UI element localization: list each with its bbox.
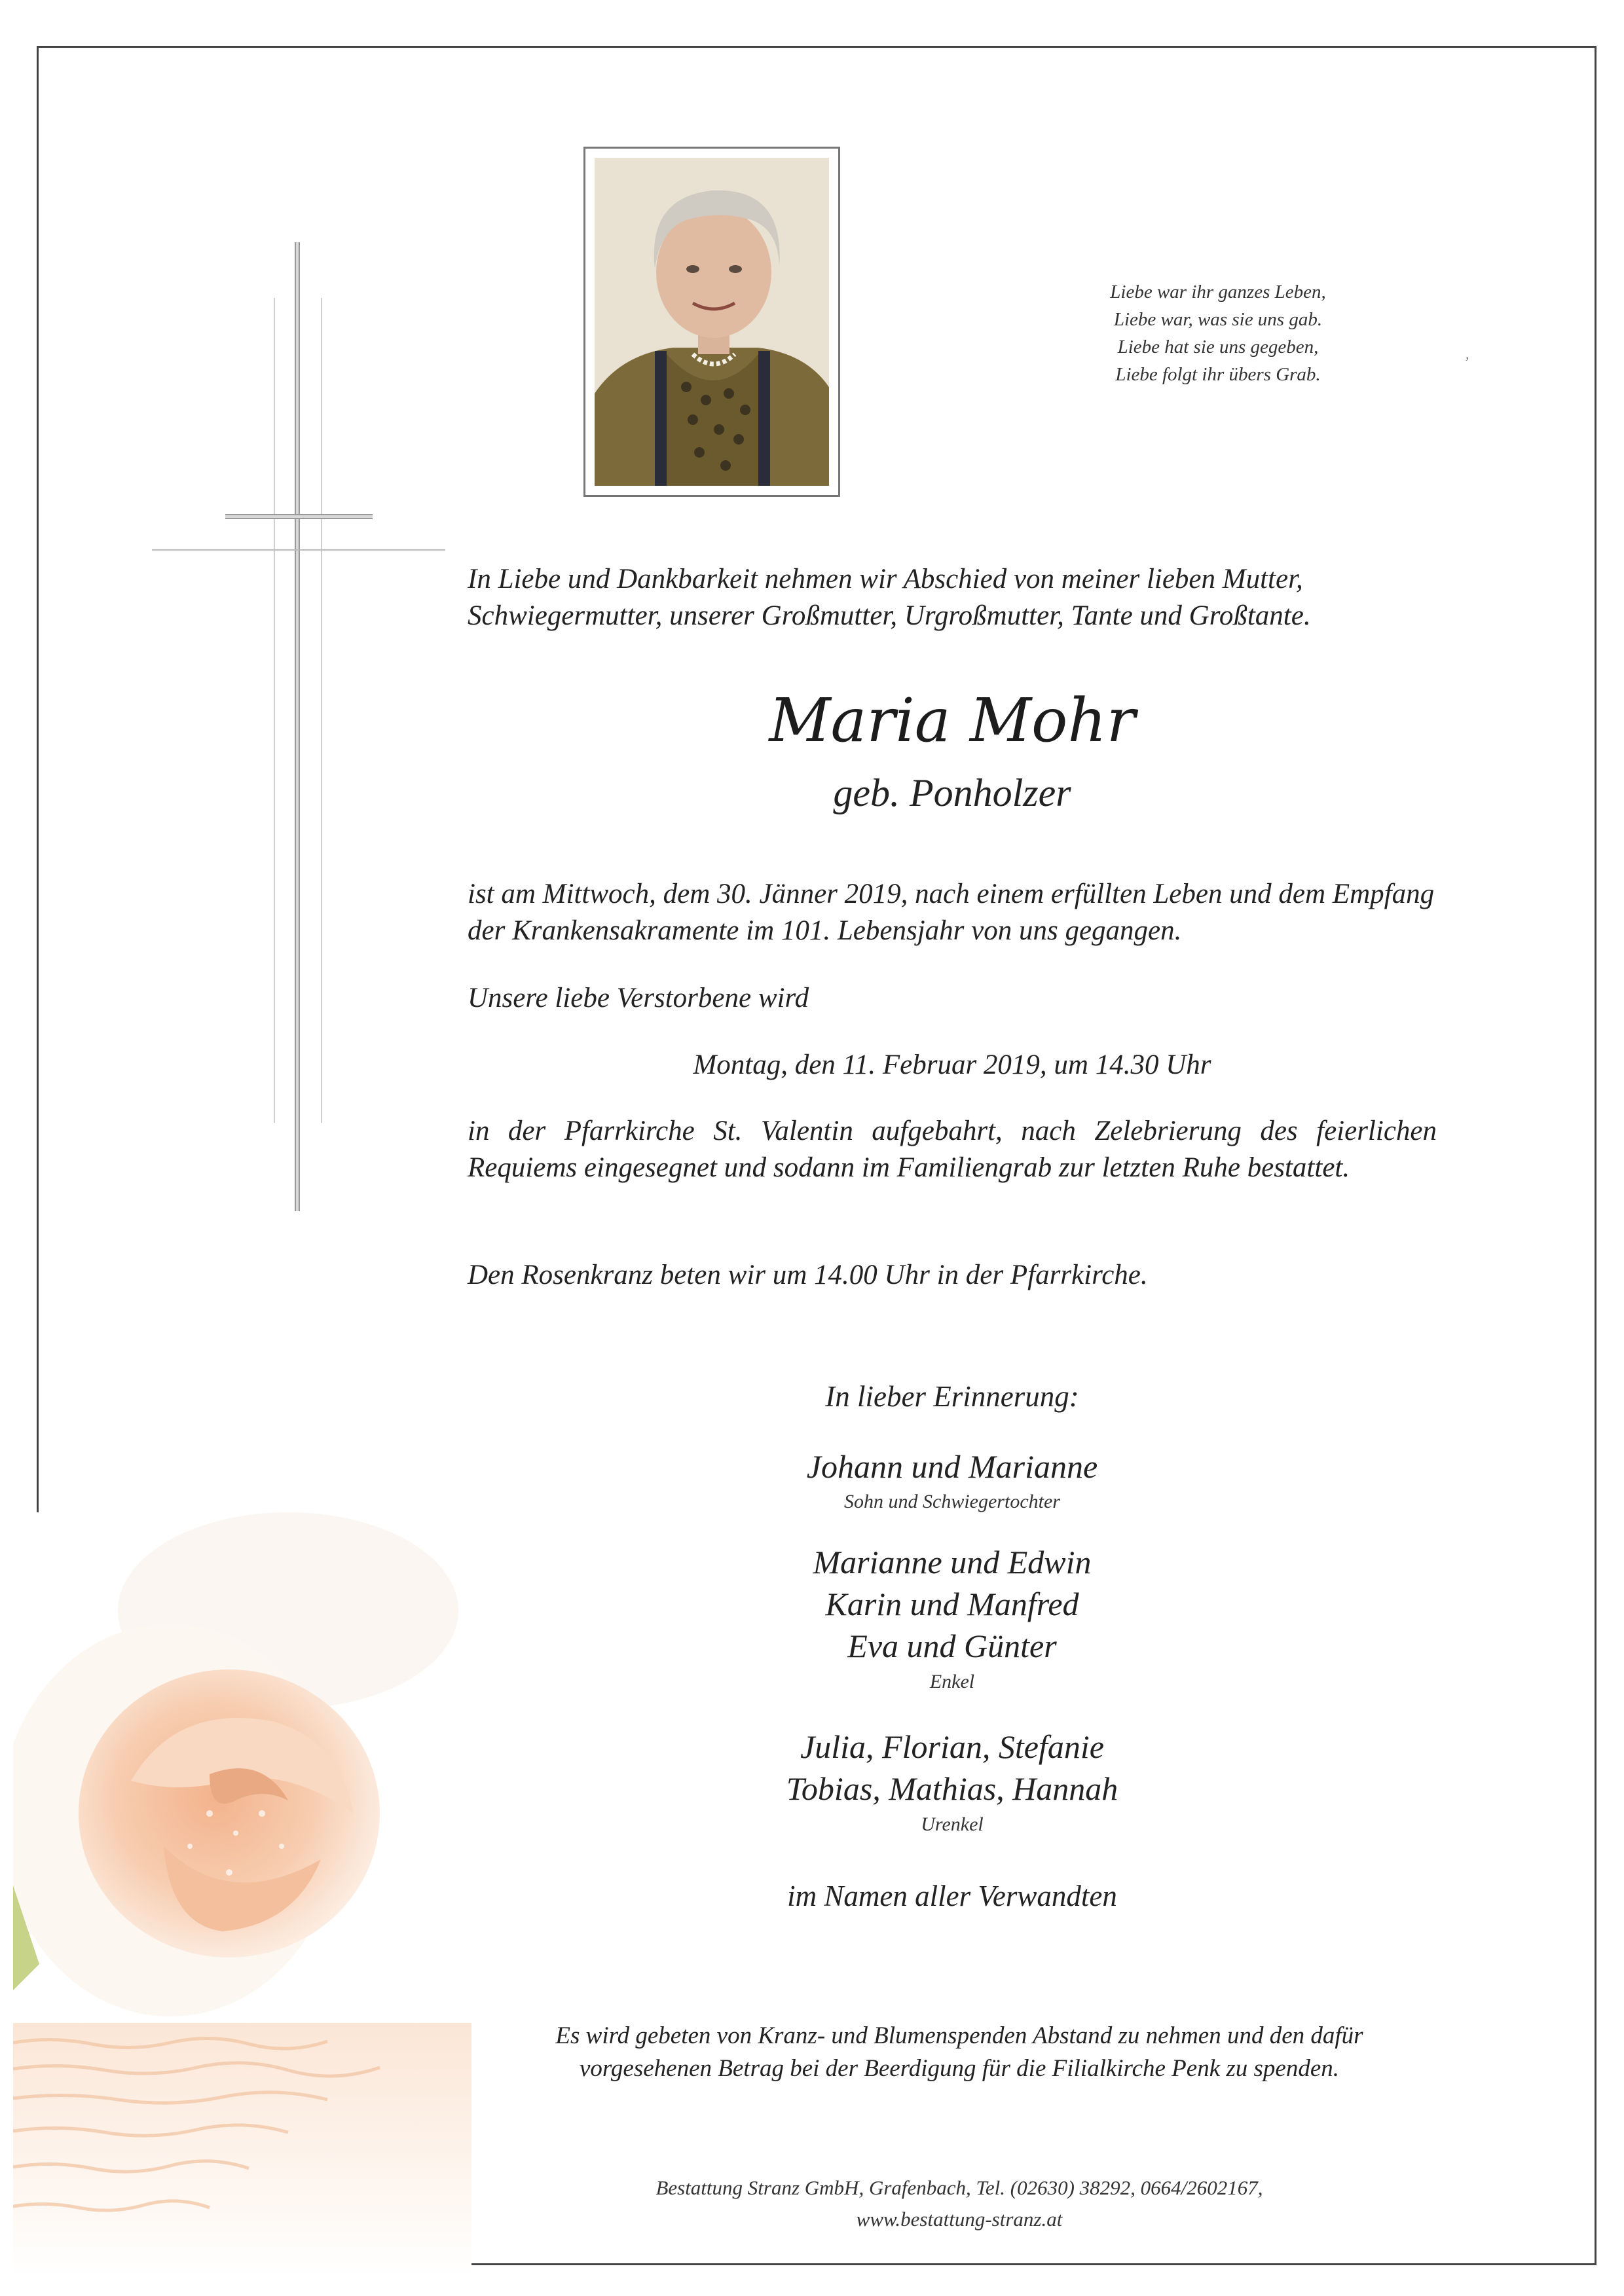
- laid-out-intro: Unsere liebe Verstorbene wird: [468, 983, 809, 1013]
- donation-request-line: vorgesehenen Betrag bei der Beerdigung für die Filialkirche Penk zu spenden.: [579, 2055, 1340, 2082]
- cross-guideline-left: [274, 298, 275, 1123]
- cross-horizontal-bar: [225, 514, 373, 519]
- mourner-role: Enkel: [929, 1671, 975, 1692]
- death-notice: ist am Mittwoch, dem 30. Jänner 2019, nach einem erfüllten Leben und dem Empfang der Krankensakramente im 101. Lebensjahr von uns gegangen.: [468, 879, 1435, 946]
- mourner-name: Karin und Manfred: [825, 1586, 1079, 1622]
- mourner-role: Urenkel: [921, 1813, 984, 1835]
- donation-request: [419, 2020, 1500, 2085]
- donation-request-line: Es wird gebeten von Kranz- und Blumenspenden Abstand zu nehmen und den dafür: [555, 2022, 1363, 2049]
- mourner-name: Johann und Marianne: [806, 1448, 1098, 1485]
- funeral-home-contact: Bestattung Stranz GmbH, Grafenbach, Tel. (02630) 38292, 0664/2602167,: [655, 2176, 1263, 2199]
- verse-line: Liebe war, was sie uns gab.: [1113, 309, 1323, 330]
- ceremony-details: in der Pfarrkirche St. Valentin aufgebahrt, nach Zelebrierung des feierlichen Requiems eingesegnet und sodann im Familiengrab zur letzten Ruhe bestattet.: [468, 1116, 1437, 1183]
- portrait-photo-frame: [583, 147, 840, 497]
- mourner-name: Julia, Florian, Stefanie: [800, 1728, 1104, 1765]
- verse-line: Liebe war ihr ganzes Leben,: [1110, 282, 1326, 302]
- funeral-home-footer: [419, 2172, 1500, 2235]
- rose-decoration: [13, 1506, 471, 2278]
- maiden-name: geb. Ponholzer: [833, 771, 1071, 814]
- portrait-illustration: [595, 158, 829, 486]
- mourner-name: Tobias, Mathias, Hannah: [786, 1770, 1118, 1807]
- mourner-name: Marianne und Edwin: [813, 1544, 1092, 1580]
- cross-vertical-bar: [295, 242, 300, 1211]
- funeral-date: Montag, den 11. Februar 2019, um 14.30 Uhr: [693, 1049, 1211, 1080]
- mourners-heading: In lieber Erinnerung:: [825, 1380, 1079, 1413]
- memorial-verse: [1048, 278, 1388, 388]
- deceased-name: Maria Mohr: [769, 685, 1135, 756]
- verse-line: Liebe hat sie uns gegeben,: [1117, 337, 1319, 357]
- mourner-name: Eva und Günter: [847, 1628, 1057, 1664]
- verse-line: Liebe folgt ihr übers Grab.: [1115, 364, 1321, 385]
- portrait-photo: [595, 158, 829, 486]
- rosary-notice: Den Rosenkranz beten wir um 14.00 Uhr in der Pfarrkirche.: [468, 1260, 1148, 1290]
- mourners-closing: im Namen aller Verwandten: [787, 1880, 1117, 1912]
- funeral-home-website: www.bestattung-stranz.at: [856, 2208, 1063, 2231]
- cross-guideline-right: [321, 298, 322, 1123]
- farewell-intro: In Liebe und Dankbarkeit nehmen wir Abschied von meiner lieben Mutter, Schwiegermutter, unserer Großmutter, Urgroßmutter, Tante und Großtante.: [468, 564, 1311, 631]
- cross-guideline-horizontal: [152, 549, 445, 551]
- mourner-role: Sohn und Schwiegertochter: [844, 1491, 1060, 1512]
- rose-icon: [13, 1506, 471, 2278]
- frame-right-edge: [1595, 1506, 1596, 2265]
- verse-mark: ,: [1466, 346, 1469, 362]
